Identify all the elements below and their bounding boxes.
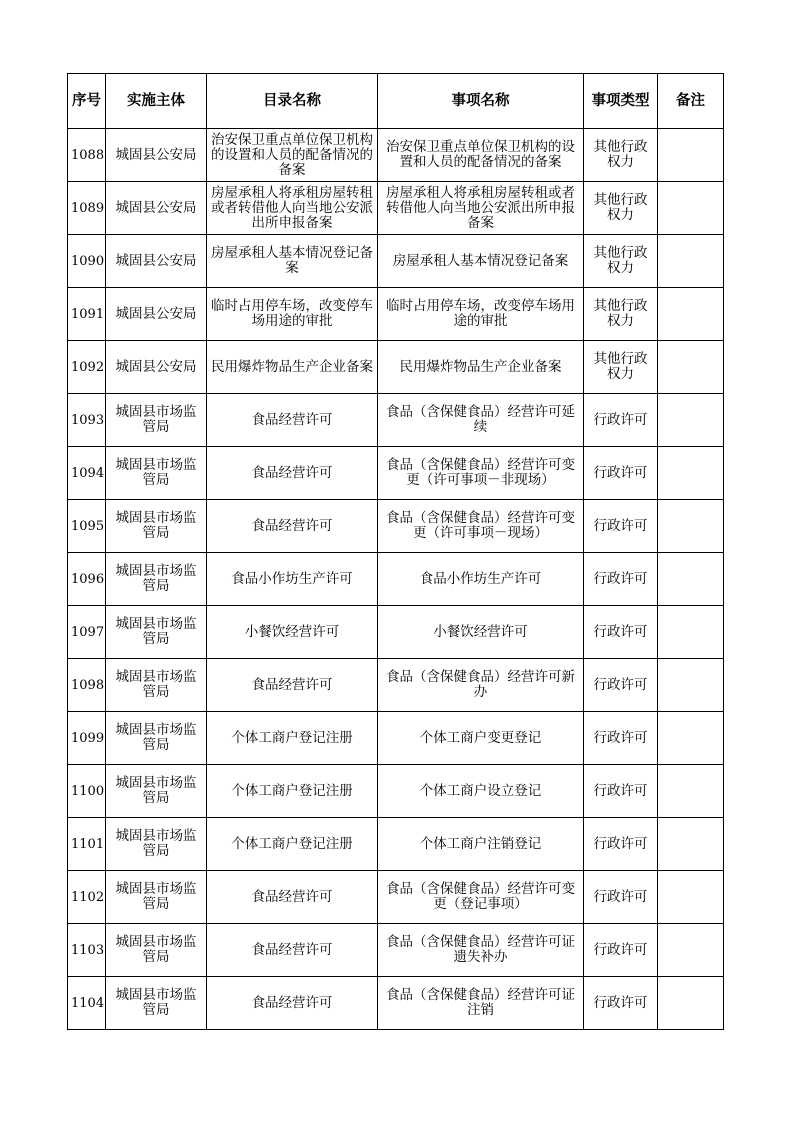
cell-catalog: 临时占用停车场，改变停车场用途的审批 bbox=[207, 288, 378, 341]
cell-type: 其他行政权力 bbox=[584, 129, 658, 182]
cell-type: 行政许可 bbox=[584, 553, 658, 606]
cell-catalog: 食品经营许可 bbox=[207, 500, 378, 553]
cell-note bbox=[658, 182, 724, 235]
cell-no: 1094 bbox=[68, 447, 106, 500]
cell-no: 1099 bbox=[68, 712, 106, 765]
table-row bbox=[68, 659, 724, 712]
table-row bbox=[68, 182, 724, 235]
cell-item: 个体工商户设立登记 bbox=[378, 765, 584, 818]
cell-no: 1095 bbox=[68, 500, 106, 553]
cell-note bbox=[658, 341, 724, 394]
cell-type: 其他行政权力 bbox=[584, 288, 658, 341]
cell-note bbox=[658, 553, 724, 606]
cell-item: 小餐饮经营许可 bbox=[378, 606, 584, 659]
cell-note bbox=[658, 977, 724, 1030]
header-type: 事项类型 bbox=[584, 74, 658, 129]
cell-no: 1093 bbox=[68, 394, 106, 447]
cell-note bbox=[658, 447, 724, 500]
cell-catalog: 房屋承租人将承租房屋转租或者转借他人向当地公安派出所申报备案 bbox=[207, 182, 378, 235]
cell-subject: 城固县市场监管局 bbox=[106, 712, 207, 765]
cell-catalog: 食品经营许可 bbox=[207, 447, 378, 500]
table-row bbox=[68, 924, 724, 977]
cell-item: 治安保卫重点单位保卫机构的设置和人员的配备情况的备案 bbox=[378, 129, 584, 182]
cell-type: 行政许可 bbox=[584, 924, 658, 977]
cell-no: 1097 bbox=[68, 606, 106, 659]
cell-subject: 城固县市场监管局 bbox=[106, 818, 207, 871]
cell-item: 食品（含保健食品）经营许可变更（许可事项－现场） bbox=[378, 500, 584, 553]
cell-no: 1100 bbox=[68, 765, 106, 818]
cell-item: 个体工商户变更登记 bbox=[378, 712, 584, 765]
table-row bbox=[68, 235, 724, 288]
cell-item: 房屋承租人将承租房屋转租或者转借他人向当地公安派出所申报备案 bbox=[378, 182, 584, 235]
table-row bbox=[68, 553, 724, 606]
cell-no: 1103 bbox=[68, 924, 106, 977]
header-item: 事项名称 bbox=[378, 74, 584, 129]
cell-catalog: 食品经营许可 bbox=[207, 394, 378, 447]
cell-catalog: 食品经营许可 bbox=[207, 977, 378, 1030]
cell-item: 临时占用停车场，改变停车场用途的审批 bbox=[378, 288, 584, 341]
cell-note bbox=[658, 606, 724, 659]
cell-subject: 城固县市场监管局 bbox=[106, 553, 207, 606]
cell-subject: 城固县公安局 bbox=[106, 129, 207, 182]
cell-note bbox=[658, 659, 724, 712]
cell-no: 1102 bbox=[68, 871, 106, 924]
cell-item: 食品（含保健食品）经营许可变更（登记事项） bbox=[378, 871, 584, 924]
cell-subject: 城固县市场监管局 bbox=[106, 977, 207, 1030]
cell-subject: 城固县市场监管局 bbox=[106, 500, 207, 553]
cell-type: 其他行政权力 bbox=[584, 235, 658, 288]
cell-item: 食品（含保健食品）经营许可新办 bbox=[378, 659, 584, 712]
cell-catalog: 食品经营许可 bbox=[207, 924, 378, 977]
cell-item: 房屋承租人基本情况登记备案 bbox=[378, 235, 584, 288]
cell-no: 1090 bbox=[68, 235, 106, 288]
cell-catalog: 个体工商户登记注册 bbox=[207, 765, 378, 818]
cell-type: 行政许可 bbox=[584, 447, 658, 500]
cell-no: 1098 bbox=[68, 659, 106, 712]
cell-subject: 城固县市场监管局 bbox=[106, 659, 207, 712]
cell-item: 食品（含保健食品）经营许可证遗失补办 bbox=[378, 924, 584, 977]
cell-note bbox=[658, 500, 724, 553]
table-row bbox=[68, 606, 724, 659]
cell-item: 民用爆炸物品生产企业备案 bbox=[378, 341, 584, 394]
cell-type: 行政许可 bbox=[584, 871, 658, 924]
cell-type: 行政许可 bbox=[584, 606, 658, 659]
cell-item: 食品（含保健食品）经营许可延续 bbox=[378, 394, 584, 447]
table-header bbox=[68, 74, 724, 129]
cell-note bbox=[658, 235, 724, 288]
cell-catalog: 食品小作坊生产许可 bbox=[207, 553, 378, 606]
cell-no: 1101 bbox=[68, 818, 106, 871]
cell-no: 1089 bbox=[68, 182, 106, 235]
cell-note bbox=[658, 924, 724, 977]
table-row bbox=[68, 871, 724, 924]
cell-item: 食品（含保健食品）经营许可证注销 bbox=[378, 977, 584, 1030]
cell-type: 行政许可 bbox=[584, 500, 658, 553]
items-table-container bbox=[67, 73, 723, 1030]
table-row bbox=[68, 765, 724, 818]
cell-catalog: 个体工商户登记注册 bbox=[207, 818, 378, 871]
table-row bbox=[68, 712, 724, 765]
cell-subject: 城固县市场监管局 bbox=[106, 871, 207, 924]
cell-type: 行政许可 bbox=[584, 659, 658, 712]
cell-type: 其他行政权力 bbox=[584, 341, 658, 394]
header-no: 序号 bbox=[68, 74, 106, 129]
cell-catalog: 民用爆炸物品生产企业备案 bbox=[207, 341, 378, 394]
cell-no: 1104 bbox=[68, 977, 106, 1030]
cell-subject: 城固县公安局 bbox=[106, 235, 207, 288]
cell-no: 1096 bbox=[68, 553, 106, 606]
cell-note bbox=[658, 712, 724, 765]
table-row bbox=[68, 129, 724, 182]
table-row bbox=[68, 288, 724, 341]
header-catalog: 目录名称 bbox=[207, 74, 378, 129]
cell-type: 其他行政权力 bbox=[584, 182, 658, 235]
cell-no: 1091 bbox=[68, 288, 106, 341]
header-row bbox=[68, 74, 724, 129]
table-row bbox=[68, 447, 724, 500]
cell-subject: 城固县市场监管局 bbox=[106, 765, 207, 818]
cell-subject: 城固县公安局 bbox=[106, 182, 207, 235]
table-row bbox=[68, 977, 724, 1030]
cell-type: 行政许可 bbox=[584, 712, 658, 765]
cell-note bbox=[658, 394, 724, 447]
table-body bbox=[68, 129, 724, 1030]
cell-note bbox=[658, 818, 724, 871]
cell-subject: 城固县公安局 bbox=[106, 341, 207, 394]
cell-catalog: 个体工商户登记注册 bbox=[207, 712, 378, 765]
cell-catalog: 房屋承租人基本情况登记备案 bbox=[207, 235, 378, 288]
header-note: 备注 bbox=[658, 74, 724, 129]
cell-subject: 城固县市场监管局 bbox=[106, 606, 207, 659]
cell-type: 行政许可 bbox=[584, 977, 658, 1030]
items-table bbox=[67, 73, 724, 1030]
header-subject: 实施主体 bbox=[106, 74, 207, 129]
cell-subject: 城固县市场监管局 bbox=[106, 394, 207, 447]
cell-note bbox=[658, 288, 724, 341]
cell-type: 行政许可 bbox=[584, 818, 658, 871]
table-row bbox=[68, 818, 724, 871]
cell-note bbox=[658, 871, 724, 924]
cell-item: 食品小作坊生产许可 bbox=[378, 553, 584, 606]
cell-note bbox=[658, 129, 724, 182]
cell-subject: 城固县公安局 bbox=[106, 288, 207, 341]
cell-item: 食品（含保健食品）经营许可变更（许可事项－非现场） bbox=[378, 447, 584, 500]
cell-catalog: 治安保卫重点单位保卫机构的设置和人员的配备情况的备案 bbox=[207, 129, 378, 182]
cell-item: 个体工商户注销登记 bbox=[378, 818, 584, 871]
cell-type: 行政许可 bbox=[584, 394, 658, 447]
table-row bbox=[68, 341, 724, 394]
cell-catalog: 食品经营许可 bbox=[207, 871, 378, 924]
cell-no: 1088 bbox=[68, 129, 106, 182]
cell-no: 1092 bbox=[68, 341, 106, 394]
cell-catalog: 小餐饮经营许可 bbox=[207, 606, 378, 659]
cell-type: 行政许可 bbox=[584, 765, 658, 818]
cell-subject: 城固县市场监管局 bbox=[106, 447, 207, 500]
table-row bbox=[68, 394, 724, 447]
cell-note bbox=[658, 765, 724, 818]
table-row bbox=[68, 500, 724, 553]
cell-subject: 城固县市场监管局 bbox=[106, 924, 207, 977]
cell-catalog: 食品经营许可 bbox=[207, 659, 378, 712]
